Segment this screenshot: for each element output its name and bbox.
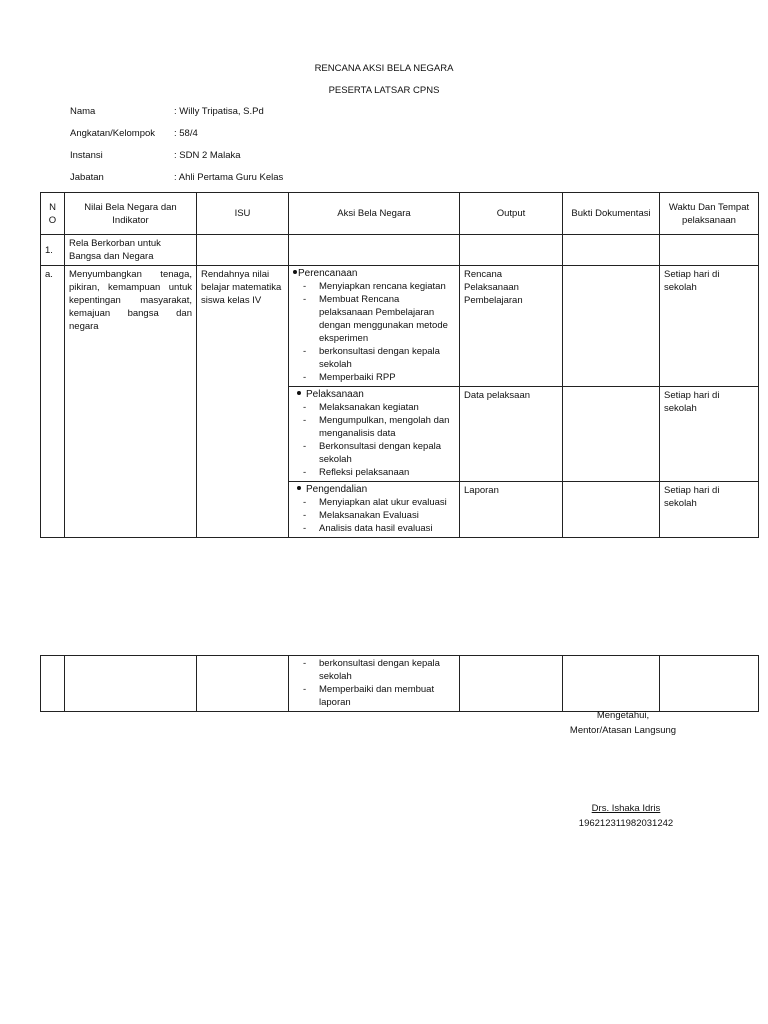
row1-no: 1. <box>41 235 65 266</box>
table-row <box>41 656 759 712</box>
perencanaan-output: Rencana Pelaksanaan Pembelajaran <box>460 266 563 387</box>
continuation-list <box>293 657 455 709</box>
instansi-value: : SDN 2 Malaka <box>174 150 241 161</box>
header-waktu: Waktu Dan Tempat pelaksanaan <box>660 193 759 235</box>
pelaksanaan-list <box>293 401 455 479</box>
pengendalian-heading: Pengendalian <box>293 483 455 496</box>
header-isu: ISU <box>197 193 289 235</box>
pengendalian-waktu: Setiap hari di sekolah <box>660 482 759 538</box>
list-item: - Refleksi pelaksanaan <box>293 466 455 479</box>
pengendalian-list <box>293 496 455 535</box>
list-item: - Menyiapkan alat ukur evaluasi <box>293 496 455 509</box>
header-aksi: Aksi Bela Negara <box>289 193 460 235</box>
pengendalian-cell <box>289 482 460 538</box>
jabatan-label: Jabatan <box>70 172 104 183</box>
list-item: - Memperbaiki RPP <box>293 371 455 384</box>
bullet-icon <box>297 486 301 490</box>
jabatan-value: : Ahli Pertama Guru Kelas <box>174 172 284 183</box>
list-item: - Mengumpulkan, mengolah dan menganalisis data <box>293 414 455 440</box>
signature-mengetahui: Mengetahui, <box>596 710 650 721</box>
angkatan-value: : 58/4 <box>174 128 198 139</box>
instansi-label: Instansi <box>70 150 103 161</box>
pelaksanaan-heading: Pelaksanaan <box>293 388 455 401</box>
document-subtitle: PESERTA LATSAR CPNS <box>328 85 440 96</box>
signature-role: Mentor/Atasan Langsung <box>569 725 677 736</box>
signature-nip: 196212311982031242 <box>578 818 674 829</box>
header-output: Output <box>460 193 563 235</box>
header-no: N O <box>41 193 65 235</box>
perencanaan-cell <box>289 266 460 387</box>
header-bukti: Bukti Dokumentasi <box>563 193 660 235</box>
rowa-nilai: Menyumbangkan tenaga, pikiran, kemampuan untuk kepentingan masyarakat, kemajuan bangsa dan negara <box>65 266 197 538</box>
pelaksanaan-cell <box>289 387 460 482</box>
perencanaan-heading: Perencanaan <box>293 267 455 280</box>
table-row <box>41 266 759 387</box>
angkatan-label: Angkatan/Kelompok <box>70 128 156 139</box>
list-item: - Membuat Rencana pelaksanaan Pembelajaran dengan menggunakan metode eksperimen <box>293 293 455 345</box>
perencanaan-bukti <box>563 266 660 387</box>
pengendalian-output: Laporan <box>460 482 563 538</box>
table-header-row <box>41 193 759 235</box>
bullet-icon <box>293 270 297 274</box>
list-item: - Melaksanakan Evaluasi <box>293 509 455 522</box>
list-item: - Melaksanakan kegiatan <box>293 401 455 414</box>
list-item: - Menyiapkan rencana kegiatan <box>293 280 455 293</box>
bullet-icon <box>297 391 301 395</box>
list-item: - berkonsultasi dengan kepala sekolah <box>293 657 455 683</box>
list-item: - berkonsultasi dengan kepala sekolah <box>293 345 455 371</box>
list-item: - Berkonsultasi dengan kepala sekolah <box>293 440 455 466</box>
action-plan-table <box>40 192 759 538</box>
row1-nilai: Rela Berkorban untuk Bangsa dan Negara <box>65 235 197 266</box>
table-row <box>41 235 759 266</box>
document-title: RENCANA AKSI BELA NEGARA <box>314 63 454 74</box>
pelaksanaan-waktu: Setiap hari di sekolah <box>660 387 759 482</box>
pelaksanaan-bukti <box>563 387 660 482</box>
nama-value: : Willy Tripatisa, S.Pd <box>174 106 264 117</box>
nama-label: Nama <box>70 106 96 117</box>
perencanaan-waktu: Setiap hari di sekolah <box>660 266 759 387</box>
header-nilai: Nilai Bela Negara dan Indikator <box>65 193 197 235</box>
list-item: - Memperbaiki dan membuat laporan <box>293 683 455 709</box>
list-item: - Analisis data hasil evaluasi <box>293 522 455 535</box>
continuation-table <box>40 655 759 712</box>
pelaksanaan-output: Data pelaksaan <box>460 387 563 482</box>
pengendalian-bukti <box>563 482 660 538</box>
continuation-cell <box>289 656 460 712</box>
rowa-no: a. <box>41 266 65 538</box>
rowa-isu: Rendahnya nilai belajar matematika siswa kelas IV <box>197 266 289 538</box>
perencanaan-list <box>293 280 455 384</box>
signature-name: Drs. Ishaka Idris <box>591 803 661 814</box>
